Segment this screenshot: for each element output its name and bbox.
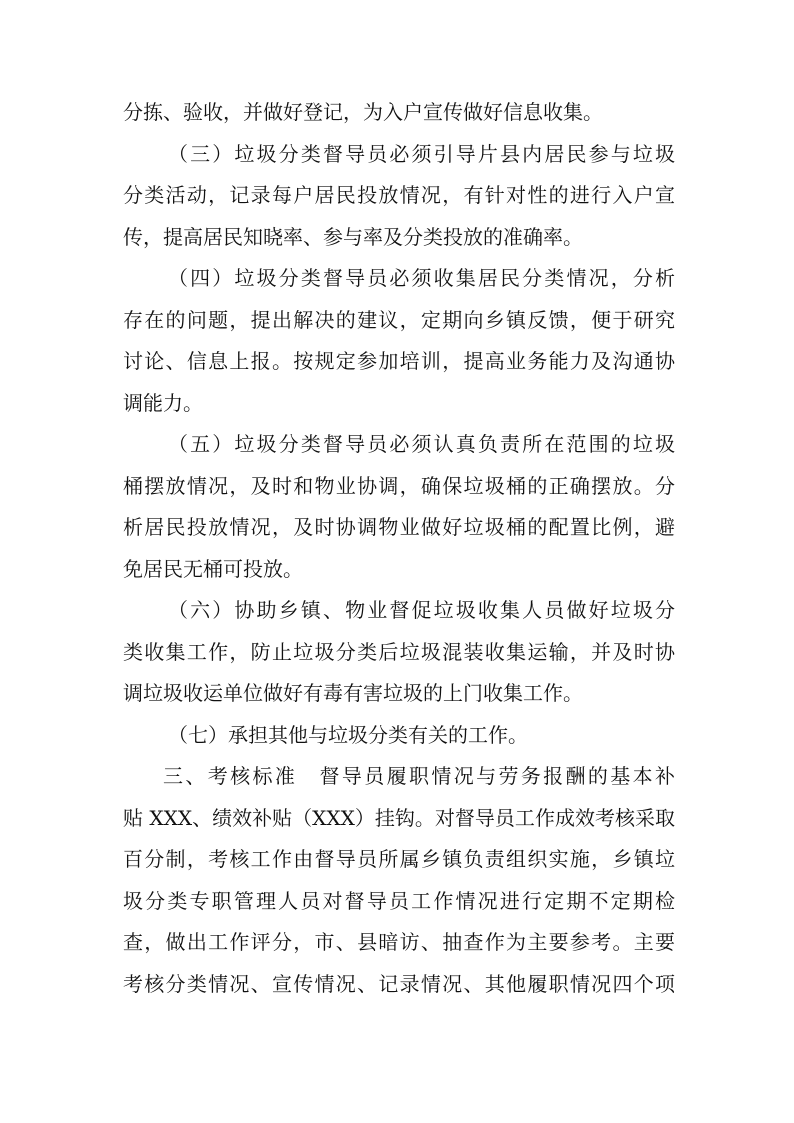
text-line: 分拣、验收，并做好登记，为入户宣传做好信息收集。 [123,100,603,124]
text-line: 免居民无桶可投放。 [123,556,303,581]
text-line: （六）协助乡镇、物业督促垃圾收集人员做好垃圾分 [168,598,675,622]
text-line: 存在的问题，提出解决的建议，定期向乡镇反馈，便于研究 [123,307,675,332]
text-line: 析居民投放情况，及时协调物业做好垃圾桶的配置比例，避 [123,515,675,539]
text-line: （五）垃圾分类督导员必须认真负责所在范围的垃圾 [168,432,675,456]
text-line: 考核分类情况、宣传情况、记录情况、其他履职情况四个项 [123,971,675,996]
text-line: 调能力。 [123,390,203,415]
section-heading-line: 三、考核标准 督导员履职情况与劳务报酬的基本补 [163,764,675,788]
text-line: 讨论、信息上报。按规定参加培训，提高业务能力及沟通协 [123,349,675,373]
text-line: 传，提高居民知晓率、参与率及分类投放的准确率。 [123,224,583,249]
text-line: 圾分类专职管理人员对督导员工作情况进行定期不定期检 [123,888,675,913]
text-line: （七）承担其他与垃圾分类有关的工作。 [168,722,528,747]
text-line: 分类活动，记录每户居民投放情况，有针对性的进行入户宣 [123,183,675,207]
text-line: 桶摆放情况，及时和物业协调，确保垃圾桶的正确摆放。分 [123,473,675,498]
text-line: 百分制，考核工作由督导员所属乡镇负责组织实施，乡镇垃 [123,847,675,871]
text-line: 类收集工作，防止垃圾分类后垃圾混装收集运输，并及时协 [123,639,675,664]
text-line: 调垃圾收运单位做好有毒有害垃圾的上门收集工作。 [123,681,583,705]
body-text [123,92,675,1005]
text-line: 贴 XXX、绩效补贴（XXX）挂钩。对督导员工作成效考核采取 [123,805,675,830]
text-line: 查，做出工作评分，市、县暗访、抽查作为主要参考。主要 [123,930,675,954]
text-line: （三）垃圾分类督导员必须引导片县内居民参与垃圾 [168,141,675,166]
text-line: （四）垃圾分类督导员必须收集居民分类情况，分析 [168,266,675,290]
